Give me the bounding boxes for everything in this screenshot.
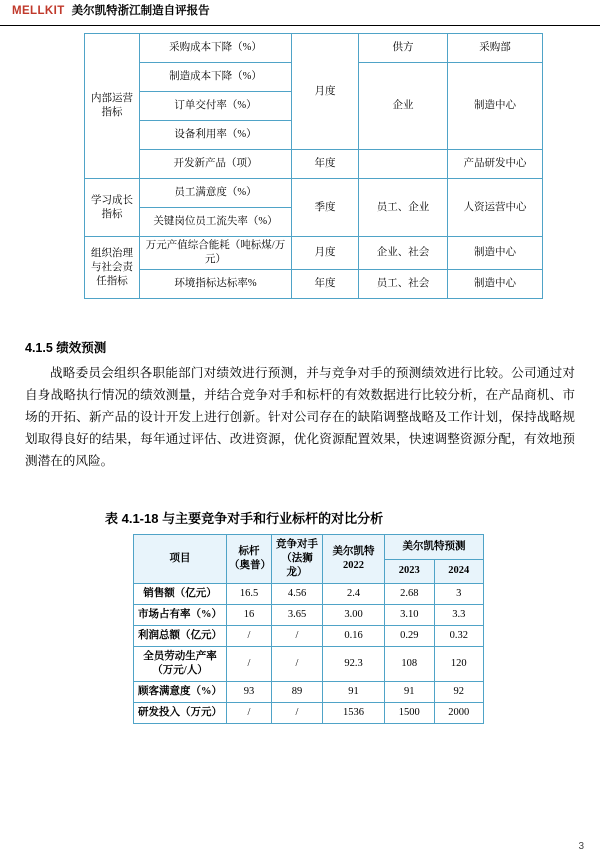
kpi-item-order-delivery: 订单交付率（%） <box>140 92 292 121</box>
kpi-freq-yearly: 年度 <box>292 150 359 179</box>
row-label-productivity: 全员劳动生产率（万元/人） <box>134 647 227 682</box>
kpi-dept-manufacturing: 制造中心 <box>448 63 543 150</box>
kpi-item-key-turnover: 关键岗位员工流失率（%） <box>140 208 292 237</box>
kpi-dept-hr: 人资运营中心 <box>448 179 543 237</box>
kpi-item-energy-consumption: 万元产值综合能耗（吨标煤/万元） <box>140 237 292 270</box>
cell-profit-mk2022: 0.16 <box>323 626 385 647</box>
kpi-group-internal: 内部运营指标 <box>85 34 140 179</box>
row-label-market-share: 市场占有率（%） <box>134 605 227 626</box>
brand-logo: MELLKIT <box>12 5 65 17</box>
kpi-source-enterprise: 企业 <box>359 63 448 150</box>
kpi-source-employee-society: 员工、社会 <box>359 270 448 299</box>
table-row <box>85 34 543 63</box>
cell-sales-2023: 2.68 <box>385 584 435 605</box>
table-row <box>134 682 484 703</box>
cell-profit-2024: 0.32 <box>434 626 484 647</box>
col-header-competitor: 竞争对手（法狮龙） <box>272 535 323 584</box>
col-header-meerkat <box>323 535 385 584</box>
kpi-dept-manufacturing-2: 制造中心 <box>448 237 543 270</box>
kpi-dept-manufacturing-3: 制造中心 <box>448 270 543 299</box>
cell-sales-benchmark: 16.5 <box>227 584 272 605</box>
cell-rnd-2024: 2000 <box>434 703 484 724</box>
col-header-meerkat-label: 美尔凯特 <box>332 546 375 557</box>
kpi-freq-yearly-2: 年度 <box>292 270 359 299</box>
cell-market-competitor: 3.65 <box>272 605 323 626</box>
cell-satisfaction-competitor: 89 <box>272 682 323 703</box>
kpi-dept-purchasing: 采购部 <box>448 34 543 63</box>
kpi-dept-rnd: 产品研发中心 <box>448 150 543 179</box>
col-header-benchmark: 标杆（奥普） <box>227 535 272 584</box>
comparison-table-container <box>133 534 484 724</box>
table-row <box>134 584 484 605</box>
cell-rnd-competitor: / <box>272 703 323 724</box>
table-row <box>134 647 484 682</box>
col-header-forecast: 美尔凯特预测 <box>385 535 484 560</box>
cell-productivity-mk2022: 92.3 <box>323 647 385 682</box>
cell-market-2023: 3.10 <box>385 605 435 626</box>
cell-market-2024: 3.3 <box>434 605 484 626</box>
cell-productivity-competitor: / <box>272 647 323 682</box>
table-row <box>134 626 484 647</box>
kpi-item-employee-satisfaction: 员工满意度（%） <box>140 179 292 208</box>
table-row <box>85 150 543 179</box>
kpi-table <box>84 33 543 299</box>
cell-sales-mk2022: 2.4 <box>323 584 385 605</box>
table-row <box>134 605 484 626</box>
kpi-item-environment-rate: 环境指标达标率% <box>140 270 292 299</box>
cell-satisfaction-2024: 92 <box>434 682 484 703</box>
table-row <box>85 179 543 208</box>
table-caption: 表 4.1-18 与主要竞争对手和行业标杆的对比分析 <box>105 511 384 526</box>
cell-profit-benchmark: / <box>227 626 272 647</box>
row-label-rnd: 研发投入（万元） <box>134 703 227 724</box>
cell-satisfaction-2023: 91 <box>385 682 435 703</box>
row-label-satisfaction: 顾客满意度（%） <box>134 682 227 703</box>
cell-productivity-2024: 120 <box>434 647 484 682</box>
kpi-group-learning: 学习成长指标 <box>85 179 140 237</box>
page-number: 3 <box>578 841 584 852</box>
table-row <box>85 270 543 299</box>
table-row <box>85 237 543 270</box>
table-row <box>134 703 484 724</box>
cell-sales-2024: 3 <box>434 584 484 605</box>
cell-profit-competitor: / <box>272 626 323 647</box>
kpi-freq-monthly-2: 月度 <box>292 237 359 270</box>
kpi-item-manufacturing-cost: 制造成本下降（%） <box>140 63 292 92</box>
kpi-table-container <box>84 33 527 299</box>
kpi-freq-monthly: 月度 <box>292 34 359 150</box>
kpi-item-equipment-utilization: 设备利用率（%） <box>140 121 292 150</box>
cell-satisfaction-benchmark: 93 <box>227 682 272 703</box>
kpi-freq-quarterly: 季度 <box>292 179 359 237</box>
col-header-2023: 2023 <box>385 559 435 584</box>
section-heading: 4.1.5 绩效预测 <box>25 341 107 355</box>
cell-rnd-2023: 1500 <box>385 703 435 724</box>
kpi-group-governance: 组织治理与社会责任指标 <box>85 237 140 299</box>
cell-market-mk2022: 3.00 <box>323 605 385 626</box>
col-header-2024: 2024 <box>434 559 484 584</box>
cell-sales-competitor: 4.56 <box>272 584 323 605</box>
kpi-item-purchase-cost: 采购成本下降（%） <box>140 34 292 63</box>
cell-profit-2023: 0.29 <box>385 626 435 647</box>
col-header-item: 项目 <box>134 535 227 584</box>
cell-market-benchmark: 16 <box>227 605 272 626</box>
cell-productivity-2023: 108 <box>385 647 435 682</box>
page-header <box>0 0 600 26</box>
kpi-source-blank-1 <box>359 150 448 179</box>
cell-rnd-mk2022: 1536 <box>323 703 385 724</box>
row-label-profit: 利润总额（亿元） <box>134 626 227 647</box>
cell-productivity-benchmark: / <box>227 647 272 682</box>
kpi-source-supplier: 供方 <box>359 34 448 63</box>
cell-satisfaction-mk2022: 91 <box>323 682 385 703</box>
kpi-item-new-products: 开发新产品（项） <box>140 150 292 179</box>
row-label-sales: 销售额（亿元） <box>134 584 227 605</box>
cell-rnd-benchmark: / <box>227 703 272 724</box>
section-paragraph: 战略委员会组织各职能部门对绩效进行预测，并与竞争对手的预测绩效进行比较。公司通过对自身战略执行情况的绩效测量，并结合竞争对手和标杆的有效数据进行比较分析，在产品商机、市场的开拓、新产品的设计开发上进行创新。针对公司存在的缺陷调整战略及工作计划，保持战略规划取得良好的结果，每年通过评估、改进资源，优化资源配置效果，快速调整资源分配，有效地预测潜在的风险。 <box>25 366 575 468</box>
comparison-table <box>133 534 484 724</box>
kpi-source-enterprise-society: 企业、社会 <box>359 237 448 270</box>
header-title: 美尔凯特浙江制造自评报告 <box>71 5 210 17</box>
table-header-row <box>134 535 484 560</box>
kpi-source-employee-enterprise: 员工、企业 <box>359 179 448 237</box>
col-header-meerkat-year: 2022 <box>343 560 364 571</box>
